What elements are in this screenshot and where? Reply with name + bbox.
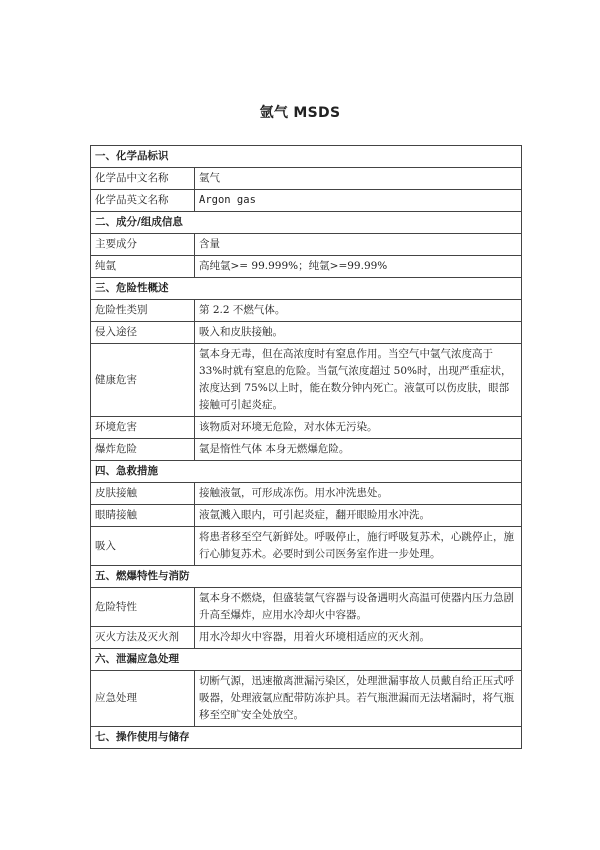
msds-table	[90, 145, 522, 749]
row-value: 吸入和皮肤接触。	[195, 322, 522, 344]
section-row	[91, 727, 522, 749]
row-label: 化学品中文名称	[91, 168, 195, 190]
row-label: 皮肤接触	[91, 483, 195, 505]
row-label: 健康危害	[91, 344, 195, 417]
row-value: 切断气源，迅速撤离泄漏污染区，处理泄漏事故人员戴自给正压式呼吸器，处理液氩应配带防冻护具。若气瓶泄漏而无法堵漏时，将气瓶移至空旷安全处放空。	[195, 671, 522, 727]
row-value: 将患者移至空气新鲜处。呼吸停止，施行呼吸复苏术，心跳停止，施行心肺复苏术。必要时到公司医务室作进一步处理。	[195, 527, 522, 566]
section-header: 七、操作使用与储存	[91, 727, 522, 749]
row-value: 该物质对环境无危险，对水体无污染。	[195, 417, 522, 439]
row-label: 侵入途径	[91, 322, 195, 344]
section-row	[91, 461, 522, 483]
row-value: 含量	[195, 234, 522, 256]
row-label: 环境危害	[91, 417, 195, 439]
table-row	[91, 439, 522, 461]
row-value: 氩本身无毒，但在高浓度时有窒息作用。当空气中氩气浓度高于 33%时就有窒息的危险。当氩气浓度超过 50%时，出现严重症状，浓度达到 75%以上时，能在数分钟内死亡。液氩可以伤皮肤，眼部接触可引起炎症。	[195, 344, 522, 417]
table-row	[91, 671, 522, 727]
row-label: 眼睛接触	[91, 505, 195, 527]
row-value: 第 2.2 不燃气体。	[195, 300, 522, 322]
section-header: 二、成分/组成信息	[91, 212, 522, 234]
table-row	[91, 322, 522, 344]
table-row	[91, 483, 522, 505]
section-row	[91, 146, 522, 168]
row-value: 氩本身不燃烧，但盛装氩气容器与设备遇明火高温可使器内压力急剧升高至爆炸，应用水冷却火中容器。	[195, 588, 522, 627]
section-header: 三、危险性概述	[91, 278, 522, 300]
table-row	[91, 527, 522, 566]
row-value: 液氩溅入眼内，可引起炎症，翻开眼睑用水冲洗。	[195, 505, 522, 527]
table-row	[91, 234, 522, 256]
section-header: 四、急救措施	[91, 461, 522, 483]
section-header: 一、化学品标识	[91, 146, 522, 168]
section-row	[91, 278, 522, 300]
row-value: 用水冷却火中容器，用着火环境相适应的灭火剂。	[195, 627, 522, 649]
page-title: 氩气 MSDS	[259, 105, 341, 121]
row-value: Argon gas	[195, 190, 522, 212]
row-label: 吸入	[91, 527, 195, 566]
row-value: 接触液氩，可形成冻伤。用水冲洗患处。	[195, 483, 522, 505]
table-row	[91, 300, 522, 322]
section-row	[91, 566, 522, 588]
table-row	[91, 588, 522, 627]
section-row	[91, 649, 522, 671]
row-label: 应急处理	[91, 671, 195, 727]
row-value: 高纯氩>= 99.999%；纯氩>=99.99%	[195, 256, 522, 278]
table-row	[91, 256, 522, 278]
row-value: 氩是惰性气体 本身无燃爆危险。	[195, 439, 522, 461]
row-label: 主要成分	[91, 234, 195, 256]
row-label: 纯氩	[91, 256, 195, 278]
row-label: 危险性类别	[91, 300, 195, 322]
table-row	[91, 417, 522, 439]
section-header: 五、燃爆特性与消防	[91, 566, 522, 588]
row-label: 化学品英文名称	[91, 190, 195, 212]
section-header: 六、泄漏应急处理	[91, 649, 522, 671]
table-row	[91, 168, 522, 190]
row-label: 灭火方法及灭火剂	[91, 627, 195, 649]
row-label: 爆炸危险	[91, 439, 195, 461]
table-row	[91, 344, 522, 417]
row-label: 危险特性	[91, 588, 195, 627]
row-value: 氩气	[195, 168, 522, 190]
section-row	[91, 212, 522, 234]
table-row	[91, 190, 522, 212]
table-row	[91, 505, 522, 527]
table-row	[91, 627, 522, 649]
